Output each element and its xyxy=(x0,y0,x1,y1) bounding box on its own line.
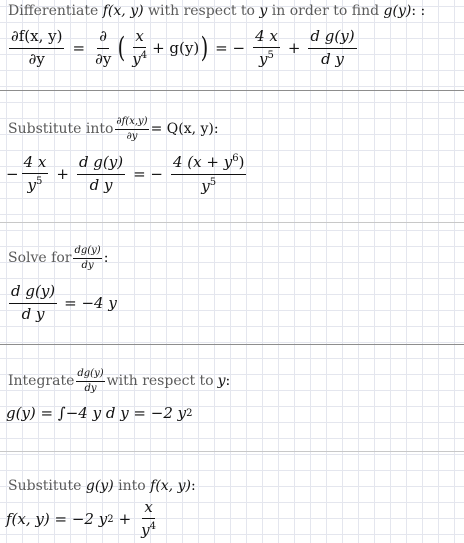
step2-plus: + xyxy=(56,165,69,183)
step5-y: y xyxy=(141,521,150,539)
step3-rhs: = −4 y xyxy=(64,294,117,312)
step3-caption xyxy=(8,245,108,271)
step4-caption-frac-num: dg(y) xyxy=(76,368,104,382)
step1-caption-end: : : xyxy=(411,3,426,19)
step3-caption-text: Solve for xyxy=(8,250,72,266)
step3-caption-end: : xyxy=(103,250,109,266)
step4-caption-end: : xyxy=(225,373,231,389)
step5-caption-fxy: f(x, y) xyxy=(150,478,191,494)
step1-caption-y: y xyxy=(259,3,268,19)
step4-integral-line: g(y) = ∫−4 y d y = −2 y xyxy=(6,404,187,422)
step1-exp5: 5 xyxy=(267,50,274,61)
step5-caption-mid: into xyxy=(118,478,146,494)
step3-caption-frac-den: dy xyxy=(81,259,94,271)
step2-exp5: 5 xyxy=(36,176,43,187)
step1-lhs-num: ∂f(x, y) xyxy=(9,28,64,48)
step1-caption-fxy: f(x, y) xyxy=(102,3,144,19)
step1-dg-dy xyxy=(308,28,356,68)
step1-equation xyxy=(6,26,360,70)
step1-caption-mid: with respect to xyxy=(148,3,255,19)
step5-plus: + xyxy=(118,510,132,528)
step5-x: x xyxy=(142,499,154,519)
step1-y5: y xyxy=(259,50,268,68)
step5-lhs: f(x, y) = −2 y xyxy=(6,510,108,528)
step2-dg-dy xyxy=(77,154,125,194)
step2-rhs-exp5: 5 xyxy=(209,176,217,188)
step1-dg: d g(y) xyxy=(308,28,356,48)
step2-equation xyxy=(6,150,249,198)
step5-exp2: 2 xyxy=(107,513,114,525)
step3-equation xyxy=(6,280,117,326)
step1-caption xyxy=(8,3,425,19)
step5-x-over-y4 xyxy=(139,499,158,540)
step2-minus: − xyxy=(6,165,19,183)
step1-left-paren: ( xyxy=(117,31,126,64)
step2-dy: d y xyxy=(89,175,113,194)
step2-exp6: 6 xyxy=(232,153,239,165)
step4-caption-frac-den: dy xyxy=(84,382,97,394)
step1-exp4: 4 xyxy=(140,50,148,61)
divider xyxy=(0,344,464,345)
step5-caption xyxy=(8,478,196,494)
step5-caption-gy: g(y) xyxy=(85,478,114,494)
step2-y5: y xyxy=(27,176,37,194)
step1-caption-after: in order to find xyxy=(271,3,380,19)
step4-caption-fraction xyxy=(76,368,104,394)
step5-exp4: 4 xyxy=(149,521,156,532)
step1-deriv-op xyxy=(93,28,113,68)
step1-equals: = xyxy=(72,39,86,57)
step1-4x-over-y5 xyxy=(253,28,280,69)
divider xyxy=(0,451,464,452)
step4-exp2: 2 xyxy=(186,407,193,419)
step2-caption xyxy=(8,116,219,142)
step4-caption-y: y xyxy=(217,373,226,389)
step4-caption-text: Integrate xyxy=(8,373,75,389)
step3-caption-frac-num: dg(y) xyxy=(73,245,101,259)
step1-x-over-y4 xyxy=(130,28,149,69)
step5-equation xyxy=(6,497,161,541)
step1-right-paren: ) xyxy=(200,31,209,64)
step1-4x: 4 x xyxy=(253,28,280,48)
step2-4x: 4 x xyxy=(22,154,49,174)
step2-rhs-y: y xyxy=(201,176,210,195)
step1-caption-gy: g(y) xyxy=(383,3,412,19)
step1-deriv-num: ∂ xyxy=(97,28,109,48)
step2-caption-fraction xyxy=(115,116,148,142)
step1-x: x xyxy=(133,28,145,48)
step1-lhs-fraction xyxy=(9,28,64,68)
step2-caption-frac-den: ∂y xyxy=(126,130,138,142)
step1-caption-text: Differentiate xyxy=(8,3,99,19)
divider xyxy=(0,222,464,223)
step2-caption-end: = Q(x, y): xyxy=(150,121,219,137)
step5-caption-text: Substitute xyxy=(8,478,82,494)
step1-plus-g: + g(y) xyxy=(152,39,200,57)
step1-plus: + xyxy=(287,39,301,57)
step2-4x-over-y5 xyxy=(22,154,49,195)
step3-dg: d g(y) xyxy=(9,283,57,303)
step2-rhs-fraction xyxy=(171,153,246,195)
step1-equals2: = − xyxy=(215,39,246,57)
step1-lhs-den: ∂y xyxy=(28,49,45,68)
step2-dg: d g(y) xyxy=(77,154,125,174)
step3-caption-fraction xyxy=(73,245,101,271)
step2-caption-text: Substitute into xyxy=(8,121,114,137)
step1-dy: d y xyxy=(321,49,344,68)
step3-dg-dy xyxy=(9,283,57,323)
step5-caption-end: : xyxy=(190,478,196,494)
step1-deriv-den: ∂y xyxy=(95,49,112,68)
step2-equals: = − xyxy=(133,165,163,183)
step2-caption-frac-num: ∂f(x,y) xyxy=(115,116,148,130)
divider xyxy=(0,90,464,91)
step2-rhs-num-a: 4 (x + y xyxy=(173,153,233,172)
step3-dy: d y xyxy=(21,304,45,323)
step1-y: y xyxy=(132,50,141,68)
step2-rhs-num-b: ) xyxy=(238,153,245,172)
step4-caption-mid: with respect to xyxy=(106,373,214,389)
step4-caption xyxy=(8,368,230,394)
step4-equation xyxy=(6,402,193,424)
